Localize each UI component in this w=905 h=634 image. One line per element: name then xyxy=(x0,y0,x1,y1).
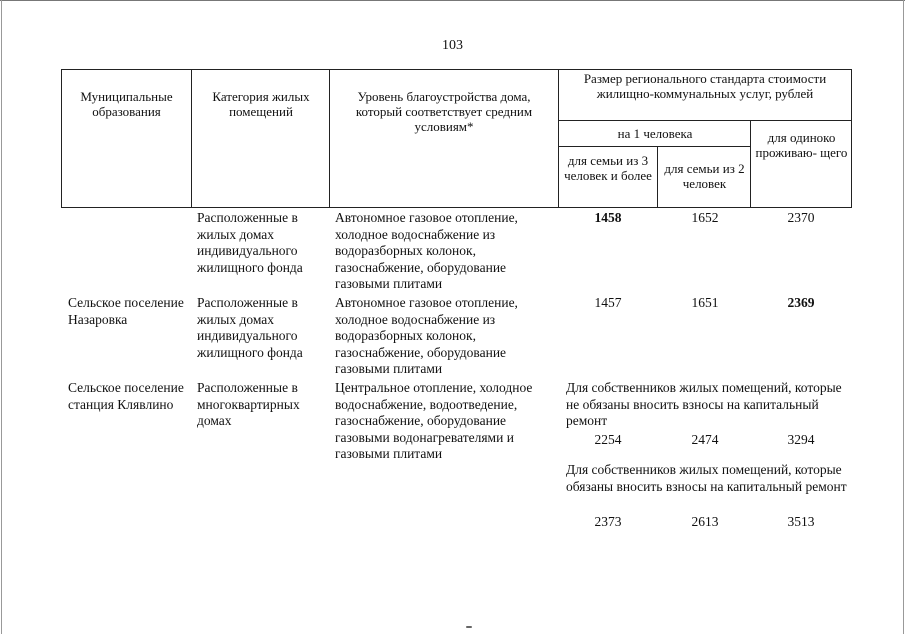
header-family-2: для семьи из 2 человек xyxy=(664,161,745,191)
row-value-single: 2369 xyxy=(787,295,815,310)
header-per-person: на 1 человека xyxy=(617,126,693,141)
header-category: Категория жилых помещений xyxy=(212,89,310,119)
row-amenities: Автономное газовое отопление, холодное водоснабжение из водоразборных колонок, газоснабжение, оборудование газовыми плитами xyxy=(335,210,518,291)
group2-value-family3: 2373 xyxy=(594,514,622,529)
header-standard-size: Размер регионального стандарта стоимости жилищно-коммунальных услуг, рублей xyxy=(583,71,827,101)
row-value-family2: 1651 xyxy=(691,295,719,310)
row-amenities: Центральное отопление, холодное водоснабжение, водоотведение, газоснабжение, оборудование газовыми водонагревателями и газовыми плитами xyxy=(335,380,533,461)
row-municipality: Сельское поселение станция Клявлино xyxy=(68,380,184,412)
row-municipality: Сельское поселение Назаровка xyxy=(68,295,184,327)
row-amenities: Автономное газовое отопление, холодное водоснабжение из водоразборных колонок, газоснабжение, оборудование газовыми плитами xyxy=(335,295,518,376)
page-frame-top xyxy=(0,0,905,1)
scan-speck xyxy=(466,626,472,628)
group1-value-family2: 2474 xyxy=(691,432,719,447)
group2-value-family2: 2613 xyxy=(691,514,719,529)
owners-group-2-note: Для собственников жилых помещений, которые обязаны вносить взносы на капитальный ремонт xyxy=(566,462,847,494)
header-single: для одиноко проживаю- щего xyxy=(755,130,848,160)
group1-value-family3: 2254 xyxy=(594,432,622,447)
header-municipality: Муниципальные образования xyxy=(80,89,173,119)
row-value-family3: 1457 xyxy=(594,295,622,310)
header-amenities: Уровень благоустройства дома, который соответствует средним условиям* xyxy=(355,89,533,134)
row-category: Расположенные в многоквартирных домах xyxy=(197,380,300,428)
page-frame-right xyxy=(903,0,904,634)
page-frame-left xyxy=(1,0,2,634)
group1-value-single: 3294 xyxy=(787,432,815,447)
row-category: Расположенные в жилых домах индивидуального жилищного фонда xyxy=(197,210,303,275)
row-category: Расположенные в жилых домах индивидуального жилищного фонда xyxy=(197,295,303,360)
row-value-family2: 1652 xyxy=(691,210,719,225)
page-number: 103 xyxy=(442,38,463,53)
owners-group-1-note: Для собственников жилых помещений, которые не обязаны вносить взносы на капитальный ремонт xyxy=(566,380,842,428)
group2-value-single: 3513 xyxy=(787,514,815,529)
header-family-3: для семьи из 3 человек и более xyxy=(564,153,652,183)
row-value-family3: 1458 xyxy=(594,210,622,225)
row-value-single: 2370 xyxy=(787,210,815,225)
